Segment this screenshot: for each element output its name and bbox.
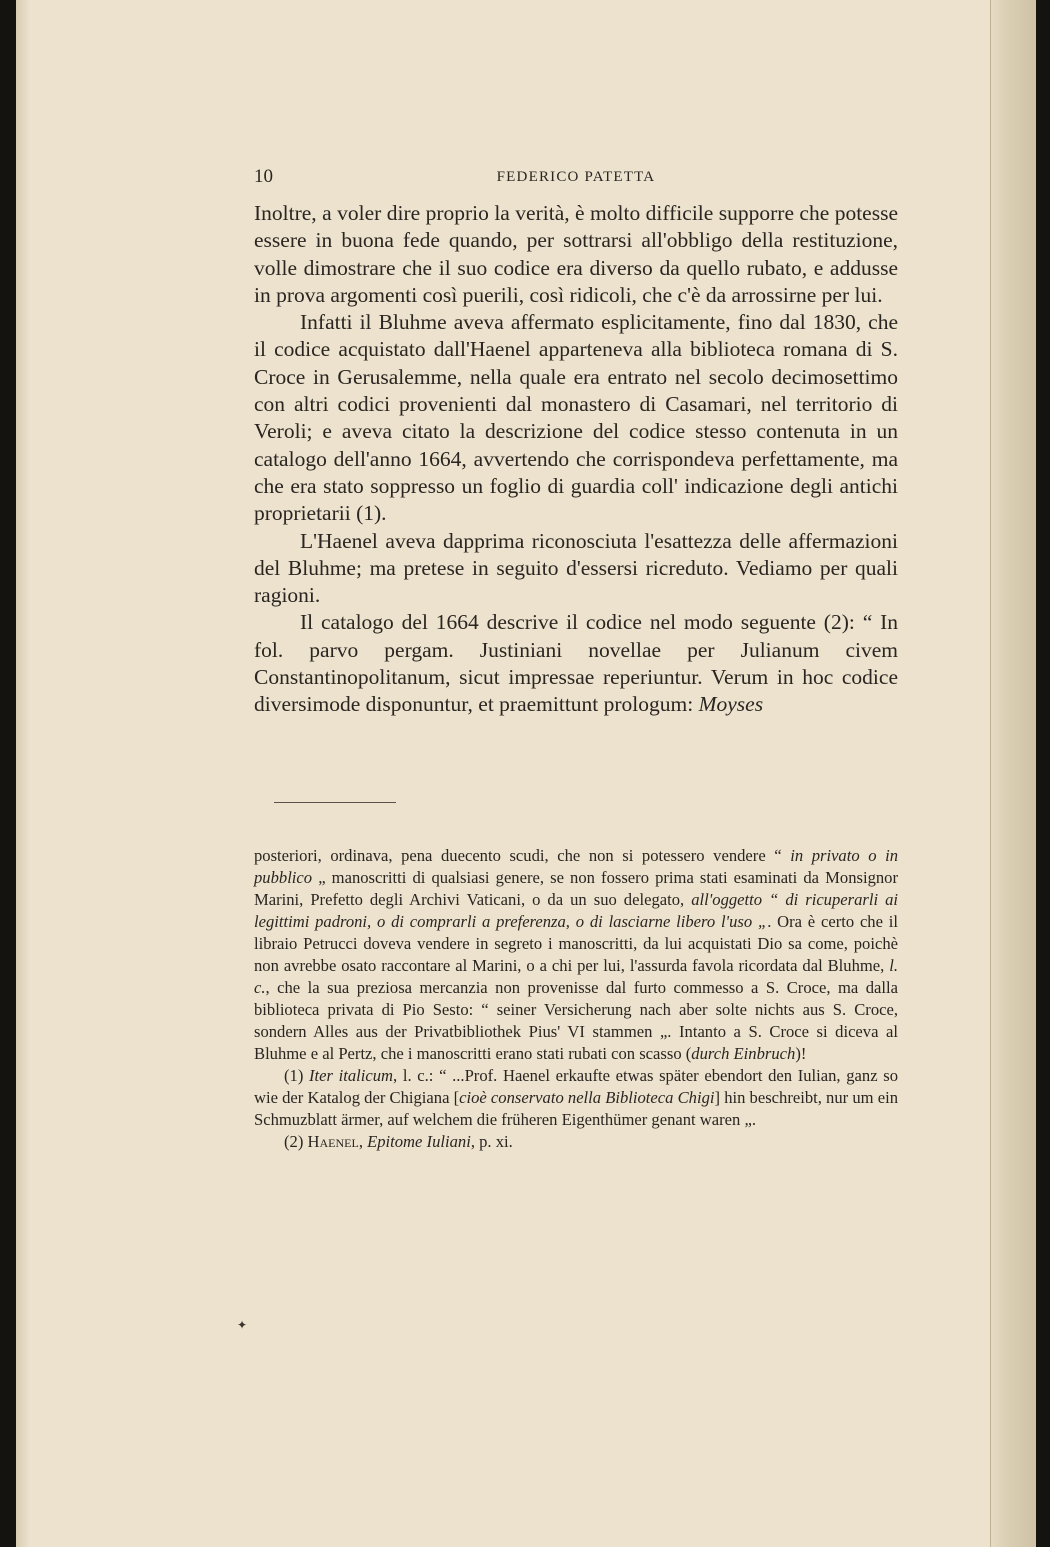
paragraph-4 <box>254 609 898 718</box>
footnote-text: , p. xi. <box>470 1132 513 1151</box>
ink-speck: ✦ <box>237 1318 248 1332</box>
footnote-italic: in privato o in pubblico <box>254 846 898 887</box>
footnote-label: (2) <box>284 1132 308 1151</box>
paragraph-3: L'Haenel aveva dapprima riconosciuta l'esattezza delle affermazioni del Bluhme; ma pretese in seguito d'essersi ricreduto. Vediamo per quali ragioni. <box>254 528 898 608</box>
main-text <box>254 200 898 719</box>
page-edge-shadow <box>16 0 30 1547</box>
footnote-text: „ manoscritti di qualsiasi genere, se non fossero prima stati esaminati da Monsignor Marini, Prefetto degli Archivi Vaticani, o da un suo delegato, <box>254 868 898 909</box>
footnote-italic: all'oggetto “ di ricuperarli ai legittimi padroni, o di comprarli a preferenza, o di lasciarne libero l'uso „ <box>254 890 898 931</box>
footnote-italic: durch Einbruch <box>691 1044 796 1063</box>
facing-page-edge <box>990 0 1036 1547</box>
footnote-label: (1) <box>284 1066 310 1085</box>
footnote-rule <box>274 802 396 803</box>
paragraph-2: Infatti il Bluhme aveva affermato esplicitamente, fino dal 1830, che il codice acquistato dall'Haenel apparteneva alla biblioteca romana di S. Croce in Gerusalemme, nella quale era entrato nel secolo decimosettimo con altri codici provenienti dal monastero di Casamari, nel territorio di Veroli; e aveva citato la descrizione del codice stesso contenuta in un catalogo dell'anno 1664, avvertendo che corrispondeva perfettamente, ma che era stato soppresso un foglio di guardia coll' indicazione degli antichi proprietarii (1). <box>254 310 898 526</box>
footnote-text: , l. c.: “ ...Prof. Haenel erkaufte etwas später ebendort den Iulian, ganz so wie der Katalog der Chigiana [ <box>254 1066 898 1107</box>
footnote-1 <box>254 1065 898 1131</box>
page-number: 10 <box>254 166 273 187</box>
paragraph-4-italic: Moyses <box>698 692 764 717</box>
footnote-continuation <box>254 845 898 1065</box>
footnote-text: . Ora è certo che il libraio Petrucci doveva vendere in segreto i manoscritti, da lui acquistati Dio sa come, poichè non avrebbe osato raccontare al Marini, o a chi per lui, l'assurda favola ricordata dal Bluhme, <box>254 912 898 975</box>
footnote-italic: Epitome Iuliani <box>367 1132 471 1151</box>
footnote-italic: cioè conservato nella Biblioteca Chigi <box>459 1088 715 1107</box>
footnote-text: )! <box>795 1044 807 1063</box>
footnote-text: , <box>358 1132 368 1151</box>
footnote-text: , che la sua preziosa mercanzia non provenisse dal furto commesso a S. Croce, ma dalla biblioteca privata di Pio Sesto: “ seiner Versicherung nach aber solte nichts aus S. Croce, sondern Alles aus der Privatbibliothek Pius' VI stammen „. Intanto a S. Croce si diceva al Bluhme e al Pertz, che i manoscritti erano stati rubati con scasso ( <box>254 978 898 1063</box>
footnote-author: Haenel <box>307 1132 359 1151</box>
footnote-italic: Iter italicum <box>309 1066 394 1085</box>
footnotes <box>254 845 898 1153</box>
paragraph-4-text: Il catalogo del 1664 descrive il codice nel modo seguente (2): “ In fol. parvo pergam. Justiniani novellae per Julianum civem Constantinopolitanum, sicut impressae reperiuntur. Verum in hoc codice diversimode disponuntur, et praemittunt prologum: <box>254 610 898 717</box>
footnote-text: ] hin beschreibt, nur um ein Schmuzblatt ärmer, auf welchem die früheren Eigenthümer genant waren „. <box>254 1088 898 1129</box>
footnote-text: posteriori, ordinava, pena duecento scudi, che non si potessero vendere “ <box>254 846 791 865</box>
footnote-italic: l. c. <box>254 956 898 997</box>
paragraph-1: Inoltre, a voler dire proprio la verità, è molto difficile supporre che potesse essere in buona fede quando, per sottrarsi all'obbligo della restituzione, volle dimostrare che il suo codice era diverso da quello rubato, e addusse in prova argomenti così puerili, così ridicoli, che c'è da arrossirne per lui. <box>254 201 898 307</box>
page-header <box>254 166 898 192</box>
running-title: FEDERICO PATETTA <box>496 169 656 185</box>
footnote-2 <box>254 1131 898 1153</box>
